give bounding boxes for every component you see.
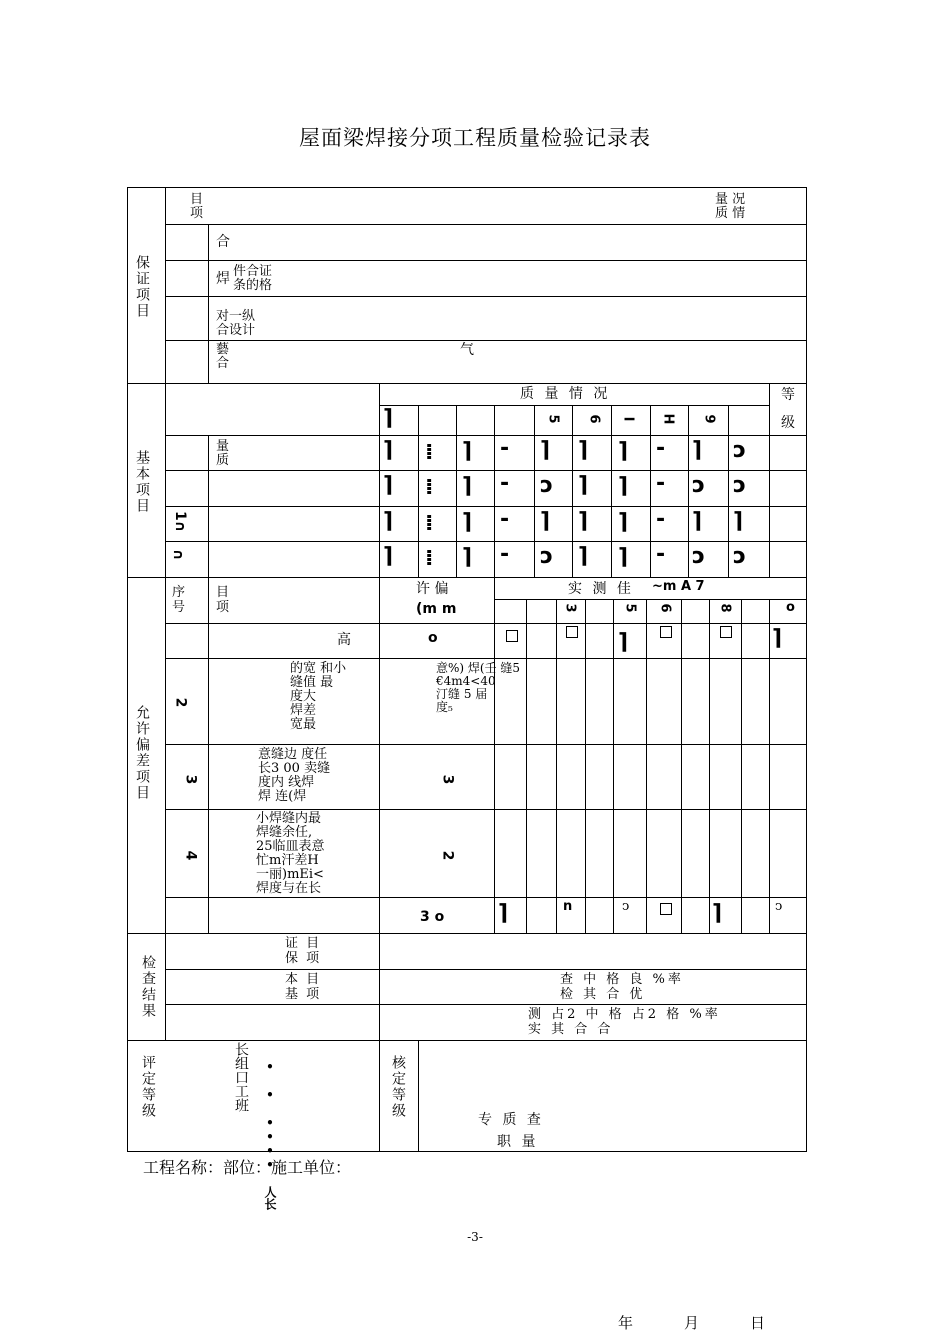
grid-mark-glyph: ⁞ <box>425 511 434 536</box>
grid-mark-glyph: - <box>656 542 666 567</box>
grid-mark-glyph: ⁞ <box>425 440 434 465</box>
allowance-row-1-allow: o <box>428 630 438 646</box>
basic-quality-header: 质 量 情 况 <box>520 386 611 402</box>
checkbox-mark <box>566 626 578 638</box>
allowance-item-header-1: 目 <box>216 585 230 600</box>
page-number: -3- <box>467 1230 483 1244</box>
allowance-row-3-allow: 3 <box>439 774 456 785</box>
allowance-row-5-allow: 3 o <box>420 909 445 925</box>
grid-mark-glyph: ⌉ <box>462 474 473 499</box>
grid-mark-glyph: - <box>656 471 666 496</box>
check-row-2-label-2: 基 项 <box>285 987 322 1002</box>
basic-row-3-num: 1∩ <box>172 510 189 533</box>
checkbox-mark <box>660 903 672 915</box>
grid-mark-glyph: ⌉ <box>498 901 509 926</box>
basic-row-4-num: ∩ <box>170 548 187 561</box>
grid-mark-glyph: ⌉ <box>712 901 723 926</box>
allowance-section-label: 允许偏差项目 <box>134 705 150 801</box>
guarantee-row-4a: 藝 <box>216 342 230 357</box>
allowance-hdr-mark-5: 5 <box>622 603 638 613</box>
basic-grade-header-2: 级 <box>781 415 795 431</box>
allowance-hdr-mark-o: o <box>786 600 795 615</box>
grid-mark-glyph: - <box>500 542 510 567</box>
grid-mark-glyph: ⌉ <box>383 509 394 534</box>
grid-mark-glyph: ⌉ <box>462 510 473 535</box>
grid-mark-glyph: ⌉ <box>462 545 473 570</box>
grid-mark-glyph: ↄ <box>733 438 747 463</box>
grid-mark-glyph: ⌉ <box>383 438 394 463</box>
allowance-allow-header-2: (m m <box>416 601 457 617</box>
basic-col-mark-6: 6 <box>586 414 602 424</box>
grid-mark-glyph: ↄ <box>540 473 554 498</box>
check-row-2-value-1: 查 中 格 良 %率 <box>560 972 684 987</box>
basic-col-mark-5: 5 <box>545 414 561 424</box>
grid-mark-glyph: ⌉ <box>772 626 783 651</box>
grid-mark-glyph: ⌉ <box>618 439 629 464</box>
grid-mark-glyph: ⁞ <box>425 475 434 500</box>
guarantee-section-label: 保证项目 <box>134 255 150 319</box>
basic-col-mark-8: H <box>660 413 676 425</box>
grid-mark-glyph: ⌉ <box>618 545 629 570</box>
allowance-row-2-item: 的宽 和小 缝值 最 度大 焊差 宽最 <box>290 661 347 732</box>
grid-mark-glyph: - <box>656 507 666 532</box>
grid-mark-glyph: ⌉ <box>540 509 551 534</box>
assess-left-col-1: 长组口工班 <box>233 1042 249 1112</box>
guarantee-item-header-2: 项 <box>190 206 204 221</box>
grid-mark-glyph: ⌉ <box>618 474 629 499</box>
grid-mark-glyph: - <box>656 436 666 461</box>
basic-row-1-label-1: 量 <box>216 439 230 454</box>
guarantee-row-2a: 焊 <box>216 271 230 287</box>
basic-col-mark-9: 9 <box>701 414 717 424</box>
grid-mark-glyph: ⌉ <box>540 438 551 463</box>
basic-row-1-label-2: 质 <box>216 453 230 468</box>
grid-mark-glyph: ⌉ <box>692 509 703 534</box>
allowance-seq-header-2: 号 <box>172 600 186 615</box>
allowance-item-header-2: 项 <box>216 600 230 615</box>
checkbox-mark <box>720 626 732 638</box>
allowance-row-4-num: 4 <box>182 850 199 861</box>
allowance-row-5-mark-1: n <box>563 899 573 914</box>
date-year: 年 <box>618 1314 634 1332</box>
allowance-row-2-num: 2 <box>172 697 189 708</box>
assess-section-label: 评定等级 <box>140 1055 156 1119</box>
grid-mark-glyph: ⌉ <box>462 439 473 464</box>
check-row-2-label-1: 本 目 <box>285 972 322 987</box>
assess-inspector-1: 专 质 查 <box>478 1112 544 1128</box>
allowance-allow-header-1: 许 偏 <box>416 581 449 597</box>
grid-mark-glyph: ⌉ <box>618 630 629 655</box>
allowance-measured-header: 实 测 佳 <box>568 581 634 597</box>
grid-mark-glyph: - <box>500 507 510 532</box>
check-section-label: 检查结果 <box>140 955 156 1019</box>
guarantee-row-4-mid: 气 <box>460 342 474 358</box>
assess-inspector-2: 职 量 <box>497 1134 539 1150</box>
grid-mark-glyph: ⌉ <box>733 509 744 534</box>
allowance-hdr-mark-8: 8 <box>717 603 733 613</box>
project-footer: 工程名称：部位：施工单位： <box>143 1158 352 1177</box>
grid-mark-glyph: ⌉ <box>383 473 394 498</box>
check-row-3-value-1: 测 占2 中 格 占2 格 %率 <box>528 1007 721 1022</box>
checkbox-mark <box>506 630 518 642</box>
grid-mark-glyph: ⌉ <box>618 510 629 535</box>
basic-grade-header-1: 等 <box>781 387 795 403</box>
allowance-seq-header-1: 序 <box>172 585 186 600</box>
grid-mark-glyph: ⌉ <box>692 438 703 463</box>
allowance-row-1-label: 高 <box>337 632 351 648</box>
allowance-row-5-mark-3: ↄ <box>775 899 783 914</box>
guarantee-row-2b1: 件合证 <box>233 264 273 279</box>
allowance-row-3-item: 意缝边 度任 长3 00 卖缝 度内 线焊 焊 连(焊 <box>258 747 331 804</box>
grid-mark-glyph: ⌉ <box>578 509 589 534</box>
allowance-row-4-item: 小焊缝内最 焊缝余任, 25临皿表意 忙m汗差H 一丽)mEi< 焊度与在长 <box>256 811 325 896</box>
guarantee-row-3b: 合设计 <box>216 323 256 338</box>
grid-mark-glyph: ⌉ <box>383 544 394 569</box>
allowance-row-2-allow: 意%) 焊(壬 缝5 €4m4<40 汀缝 5 届 度₅ <box>436 661 521 714</box>
guarantee-row-1: 合 <box>216 234 230 250</box>
grid-mark-glyph: - <box>500 436 510 461</box>
guarantee-row-2b2: 条的格 <box>233 278 273 293</box>
grid-mark-glyph: ↄ <box>540 544 554 569</box>
guarantee-row-4b: 合 <box>216 356 230 371</box>
guarantee-row-3a: 对一纵 <box>216 309 256 324</box>
basic-col-mark-7: I <box>620 416 636 422</box>
allowance-hdr-mark-6: 6 <box>657 603 673 613</box>
grid-mark-glyph: ⌉ <box>383 406 394 431</box>
grid-mark-glyph: - <box>500 471 510 496</box>
grid-mark-glyph: ↄ <box>692 544 706 569</box>
guarantee-quality-header-1: 量 况 <box>715 192 746 207</box>
check-row-1-label-2: 保 项 <box>285 951 322 966</box>
allowance-hdr-mark-3: 3 <box>562 603 578 613</box>
grid-mark-glyph: ↄ <box>733 544 747 569</box>
guarantee-quality-header-2: 质 情 <box>715 206 746 221</box>
check-row-2-value-2: 检 其 合 优 <box>560 987 646 1002</box>
grid-mark-glyph: ↄ <box>733 473 747 498</box>
allowance-row-3-num: 3 <box>182 774 199 785</box>
allowance-row-5-mark-2: ↄ <box>622 899 630 914</box>
grid-mark-glyph: ⌉ <box>578 473 589 498</box>
grid-mark-glyph: ⁞ <box>425 546 434 571</box>
guarantee-item-header-1: 目 <box>190 192 204 207</box>
check-row-3-value-2: 实 其 合 合 <box>528 1022 614 1037</box>
check-row-1-label-1: 证 目 <box>285 936 322 951</box>
grid-mark-glyph: ⌉ <box>578 438 589 463</box>
basic-section-label: 基本项目 <box>134 450 150 514</box>
checkbox-mark <box>660 626 672 638</box>
assess-verify-label: 核定等级 <box>390 1055 406 1119</box>
document-title: 屋面梁焊接分项工程质量检验记录表 <box>299 126 651 150</box>
assess-left-col-2: • • •••• 人长 <box>263 1060 277 1210</box>
allowance-row-4-allow: 2 <box>439 850 456 861</box>
date-month: 月 <box>684 1314 700 1332</box>
allowance-extra-header: ~m A 7 <box>652 579 705 594</box>
date-day: 日 <box>750 1314 766 1332</box>
grid-mark-glyph: ↄ <box>692 473 706 498</box>
grid-mark-glyph: ⌉ <box>578 544 589 569</box>
